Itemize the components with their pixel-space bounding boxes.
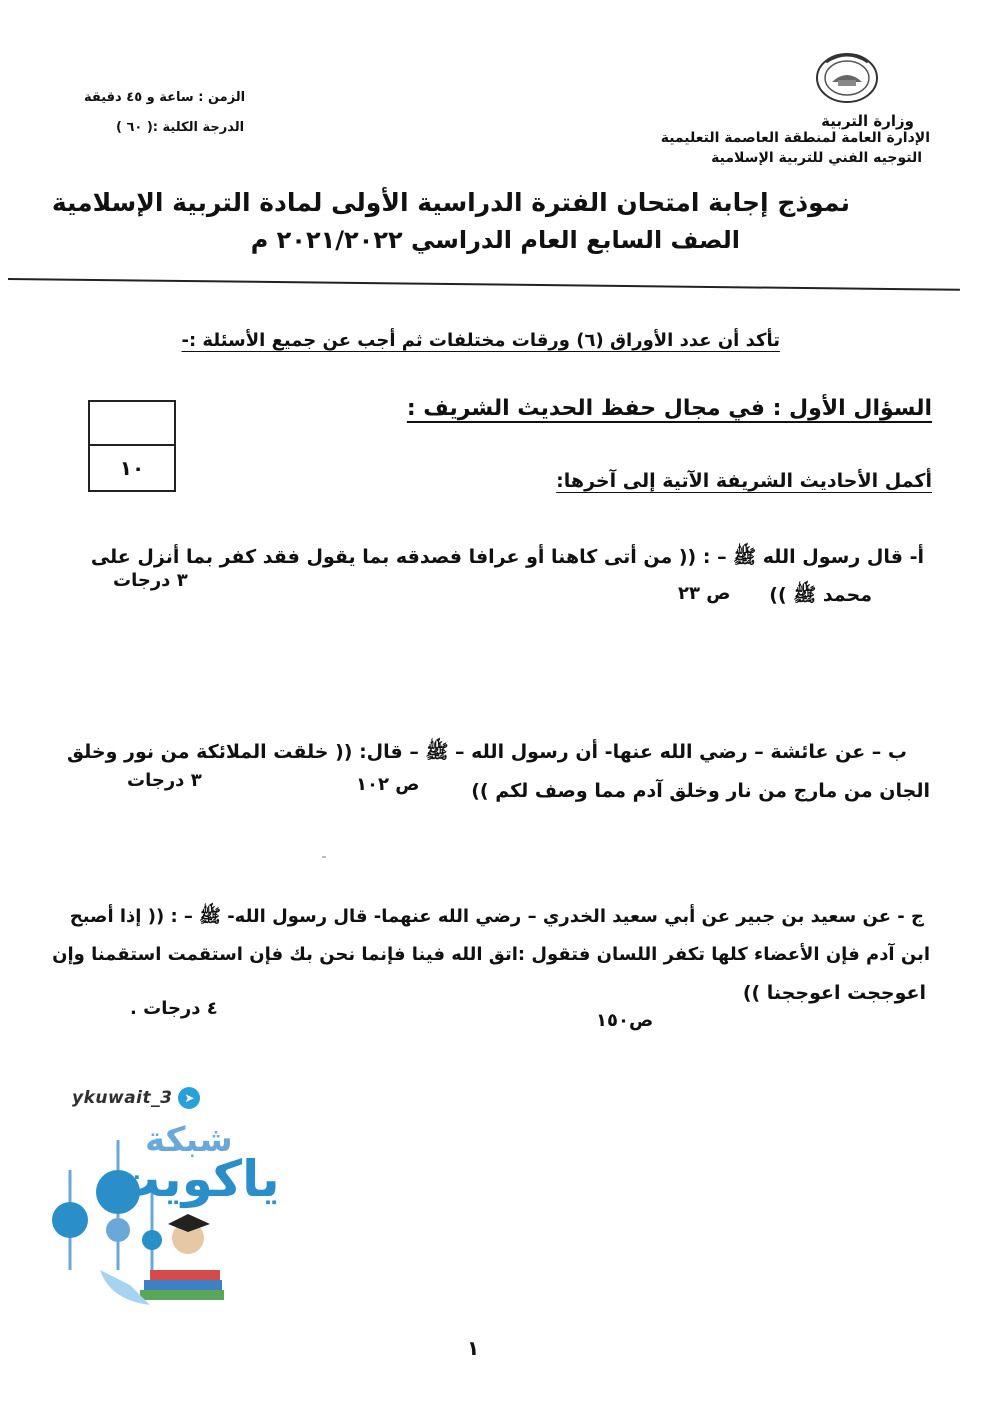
score-box-blank — [90, 402, 174, 446]
kuwait-emblem-icon — [812, 50, 882, 106]
hadith-a-marks: ٣ درجات — [113, 570, 188, 591]
hadith-c-line1: ج - عن سعيد بن جبير عن أبي سعيد الخدري – رضي الله عنهما- قال رسول الله- ﷺ – : (( إذا أصبح — [69, 906, 924, 927]
score-value: ١٠ — [119, 456, 145, 480]
hadith-b-page: ص ١٠٢ — [356, 774, 420, 795]
telegram-icon: ➤ — [178, 1087, 200, 1109]
logo-text-top: شبكة — [145, 1120, 233, 1160]
scan-speck — [322, 856, 326, 858]
hadith-b-marks: ٣ درجات — [127, 770, 202, 791]
exam-subtitle: الصف السابع العام الدراسي ٢٠٢١/٢٠٢٢ م — [250, 226, 740, 254]
page-number: ١ — [467, 1336, 480, 1360]
directorate-name: الإدارة العامة لمنطقة العاصمة التعليمية — [660, 130, 930, 146]
hadith-b-line2: الجان من مارج من نار وخلق آدم مما وصف لكم )) — [471, 780, 930, 802]
hadith-a-page: ص ٢٣ — [678, 583, 731, 604]
exam-title: نموذج إجابة امتحان الفترة الدراسية الأولى لمادة التربية الإسلامية — [51, 188, 850, 217]
instruction-text: تأكد أن عدد الأوراق (٦) ورقات مختلفات ثم أجب عن جميع الأسئلة :- — [181, 330, 780, 351]
hadith-c-line2: ابن آدم فإن الأعضاء كلها تكفر اللسان فتقول :اتق الله فينا فإنما نحن بك فإن استقمت استقمنا وإن — [52, 944, 930, 965]
hadith-c-page: ص١٥٠ — [596, 1010, 654, 1031]
hadith-a-line1: أ- قال رسول الله ﷺ – : (( من أتى كاهنا أو عرافا فصدقه بما يقول فقد كفر بما أنزل على — [90, 546, 924, 568]
question-heading: السؤال الأول : في مجال حفظ الحديث الشريف : — [406, 396, 932, 421]
ministry-name: وزارة التربية — [821, 112, 914, 130]
question-subheading: أكمل الأحاديث الشريفة الآتية إلى آخرها: — [556, 470, 932, 492]
total-grade: الدرجة الكلية :( ٦٠ ) — [116, 120, 245, 135]
supervision-name: التوجيه الفني للتربية الإسلامية — [711, 150, 922, 166]
hadith-a-line2: محمد ﷺ )) — [769, 584, 872, 606]
telegram-handle-text: ykuwait_3 — [72, 1088, 173, 1108]
telegram-handle — [72, 1087, 200, 1109]
hadith-c-line3: اعوججت اعوججنا )) — [742, 982, 926, 1004]
hadith-c-marks: ٤ درجات . — [130, 998, 218, 1019]
score-box — [88, 400, 176, 492]
header-divider — [8, 278, 960, 291]
exam-duration: الزمن : ساعة و ٤٥ دقيقة — [84, 90, 246, 105]
logo-text-main: ياكويت — [110, 1150, 280, 1208]
hadith-b-line1: ب – عن عائشة – رضي الله عنها- أن رسول الله – ﷺ – قال: (( خلقت الملائكة من نور وخلق — [67, 741, 907, 763]
